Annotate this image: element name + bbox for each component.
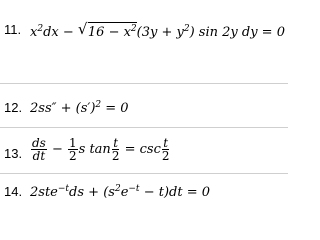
problem-13 — [0, 137, 288, 167]
problem-number: 13. — [4, 146, 23, 161]
problem-14 — [0, 184, 288, 204]
fraction: $\frac{t}{2}$ — [111, 136, 120, 163]
divider — [0, 173, 288, 174]
fraction: $\frac{t}{2}$ — [161, 136, 170, 163]
divider — [0, 83, 288, 84]
fraction: $\frac{ds}{dt}$ — [32, 136, 46, 163]
divider — [0, 127, 288, 128]
problem-12 — [0, 100, 288, 120]
equation: $2ste^{-t}ds + (s^2e^{-t} - t)dt = 0$ — [30, 184, 210, 200]
equation: $2ss'' + (s')^2 = 0$ — [30, 100, 129, 116]
problem-number: 14. — [4, 184, 23, 199]
square-root: √ $16 - x^2$ — [77, 20, 137, 40]
problem-11 — [0, 22, 288, 44]
equation: $\frac{ds}{dt}$ − $\frac{1}{2}$ s tan $\frac{t}{2}$ = csc $\frac{t}{2}$ — [32, 136, 170, 163]
problem-number: 12. — [4, 100, 23, 115]
fraction: $\frac{1}{2}$ — [69, 136, 77, 163]
problem-number: 11. — [4, 22, 22, 37]
equation: $x^2dx$ − √ $16 - x^2(3y + y^2)$ sin 2y dy = 0 — [30, 20, 285, 40]
